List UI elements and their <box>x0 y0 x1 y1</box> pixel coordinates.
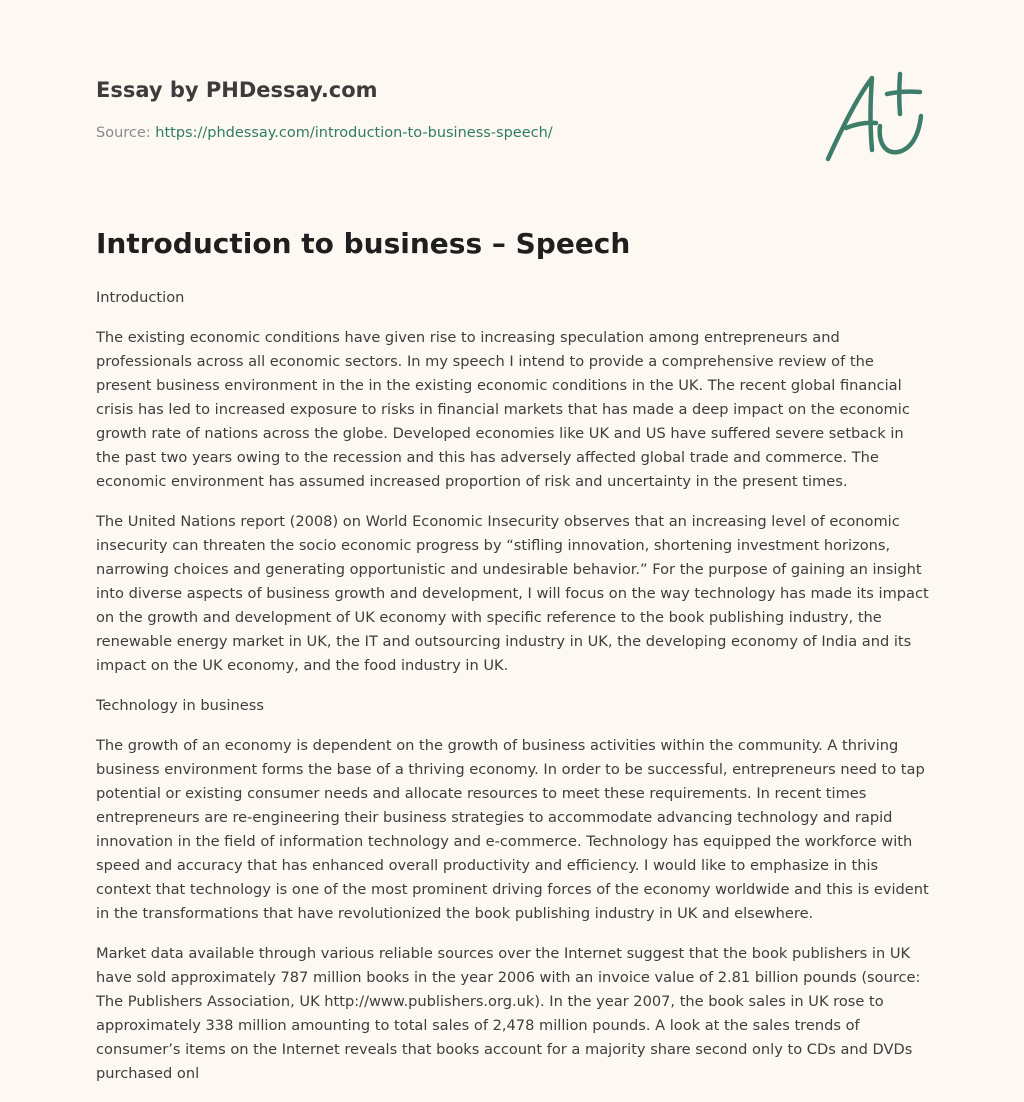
section-heading-technology: Technology in business <box>96 697 264 714</box>
paragraph: Market data available through various reliable sources over the Internet suggest that the book publishers in UK have sold approximately 787 million books in the year 2006 with an invoice value of 2.81 billion pounds (source: The Publishers Association, UK http://www.publishers.org.uk). In the year 2007, the book sales in UK rose to approximately 338 million amounting to total sales of 2,478 million pounds. A look at the sales trends of consumer’s items on the Internet reveals that books account for a majority share second only to CDs and DVDs purchased onl <box>96 945 921 1082</box>
paragraph: The United Nations report (2008) on World Economic Insecurity observes that an increasing level of economic insecurity can threaten the socio economic progress by “stifling innovation, shortening investment horizons, narrowing choices and generating opportunistic and undesirable behavior.” For the purpose of gaining an insight into diverse aspects of business growth and development, I will focus on the way technology has made its impact on the growth and development of UK economy with specific reference to the book publishing industry, the renewable energy market in UK, the IT and outsourcing industry in UK, the developing economy of India and its impact on the UK economy, and the food industry in UK. <box>96 513 929 674</box>
paragraph: The growth of an economy is dependent on the growth of business activities within the community. A thriving business environment forms the base of a thriving economy. In order to be successful, entrepreneurs need to tap potential or existing consumer needs and allocate resources to meet these requirements. In recent times entrepreneurs are re-engineering their business strategies to accommodate advancing technology and rapid innovation in the field of information technology and e-commerce. Technology has equipped the workforce with speed and accuracy that has enhanced overall productivity and efficiency. I would like to emphasize in this context that technology is one of the most prominent driving forces of the economy worldwide and this is evident in the transformations that have revolutionized the book publishing industry in UK and elsewhere. <box>96 737 929 922</box>
section-heading-introduction: Introduction <box>96 289 185 306</box>
site-brand: Essay by PHDessay.com <box>96 78 378 102</box>
a-plus-logo-icon <box>820 66 930 166</box>
essay-title: Introduction to business – Speech <box>96 227 631 260</box>
source-line <box>96 123 553 143</box>
paragraph: The existing economic conditions have given rise to increasing speculation among entrepreneurs and professionals across all economic sectors. In my speech I intend to provide a comprehensive review of the present business environment in the in the existing economic conditions in the UK. The recent global financial crisis has led to increased exposure to risks in financial markets that has made a deep impact on the economic growth rate of nations across the globe. Developed economies like UK and US have suffered severe setback in the past two years owing to the recession and this has adversely affected global trade and commerce. The economic environment has assumed increased proportion of risk and uncertainty in the present times. <box>96 329 910 490</box>
essay-body <box>96 286 932 1102</box>
source-link[interactable]: https://phdessay.com/introduction-to-business-speech/ <box>155 125 553 141</box>
source-label: Source: <box>96 125 156 141</box>
